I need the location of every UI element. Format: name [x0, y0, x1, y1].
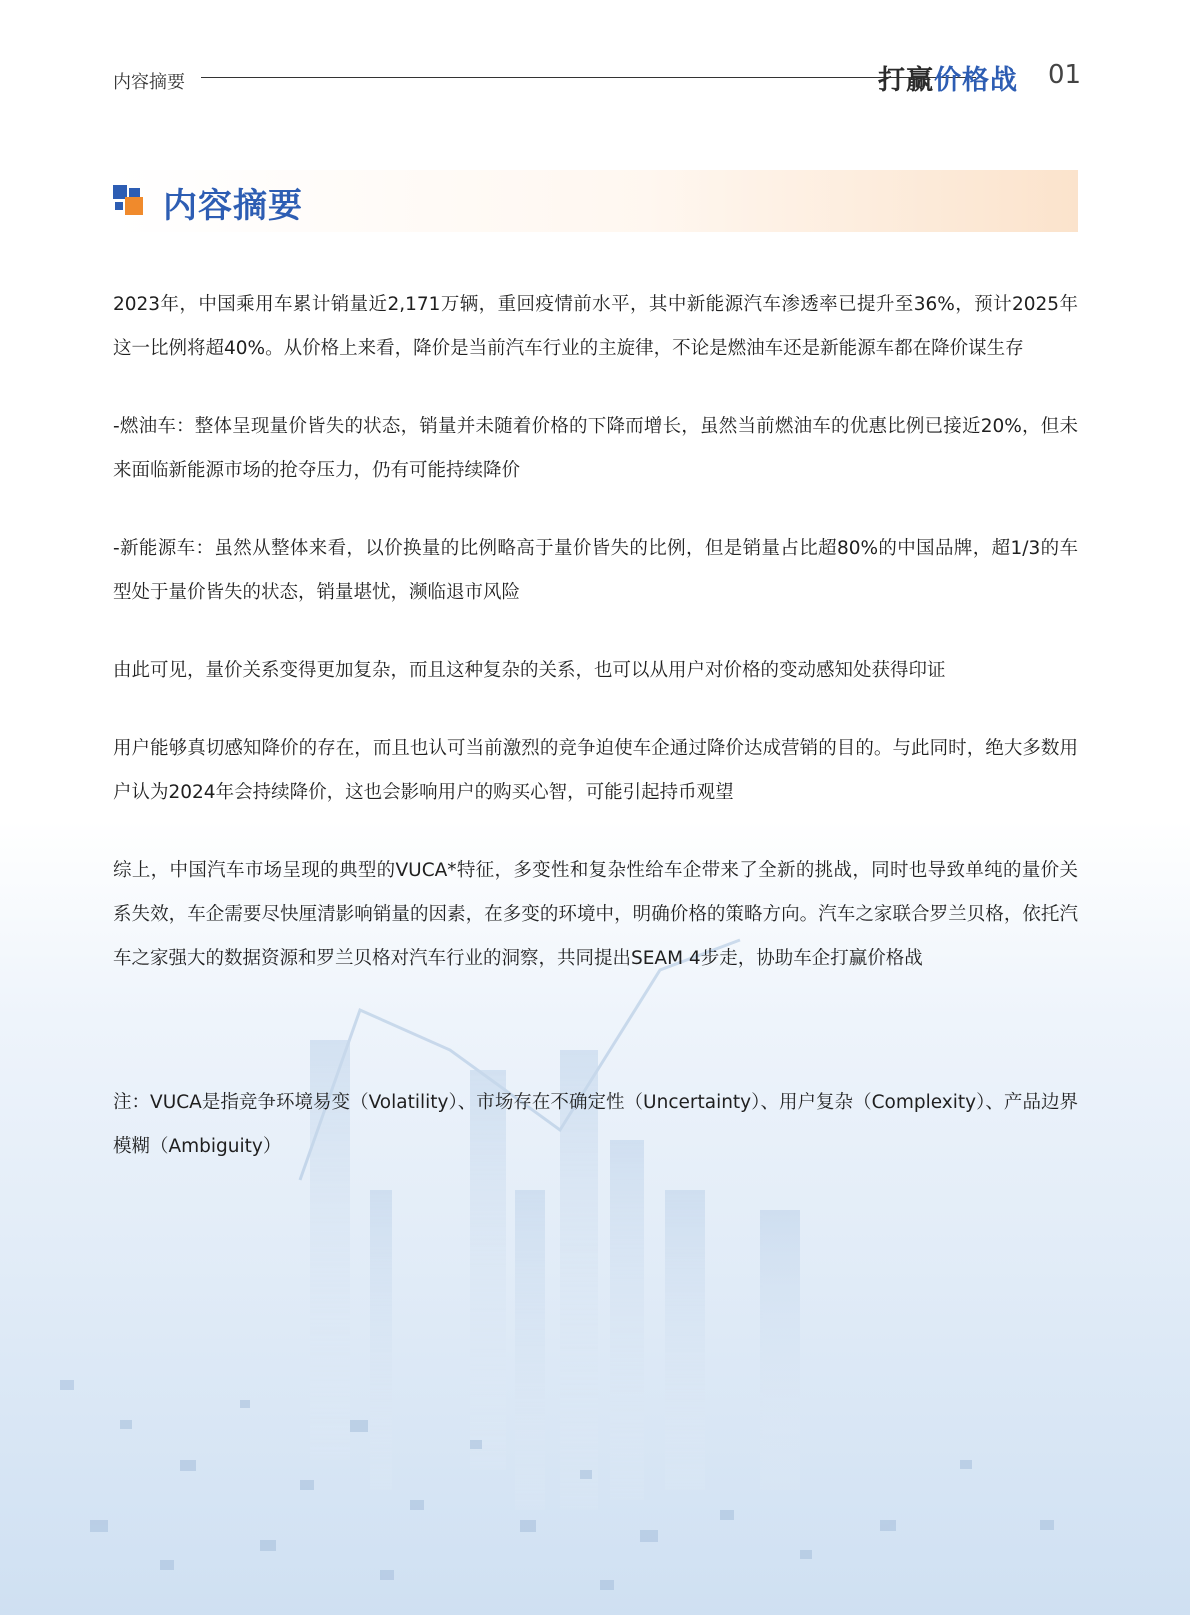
- summary-paragraph: -燃油车：整体呈现量价皆失的状态，销量并未随着价格的下降而增长，虽然当前燃油车的优惠比例已接近20%，但未来面临新能源市场的抢夺压力，仍有可能持续降价: [113, 416, 1078, 481]
- summary-paragraph: 由此可见，量价关系变得更加复杂，而且这种复杂的关系，也可以从用户对价格的变动感知处获得印证: [113, 660, 946, 681]
- summary-content: [113, 283, 1078, 1203]
- header-section-label: 内容摘要: [113, 72, 185, 93]
- footnote: 注：VUCA是指竞争环境易变（Volatility）、市场存在不确定性（Uncertainty）、用户复杂（Complexity）、产品边界模糊（Ambiguity）: [113, 1092, 1078, 1157]
- summary-paragraph: 综上，中国汽车市场呈现的典型的VUCA*特征，多变性和复杂性给车企带来了全新的挑战，同时也导致单纯的量价关系失效，车企需要尽快厘清影响销量的因素，在多变的环境中，明确价格的策略方向。汽车之家联合罗兰贝格，依托汽车之家强大的数据资源和罗兰贝格对汽车行业的洞察，共同提出SEAM 4步走，协助车企打赢价格战: [113, 860, 1078, 969]
- section-title-band: [113, 170, 1078, 232]
- page-header: [113, 58, 1082, 98]
- header-rule: [201, 77, 976, 78]
- report-title-dark: 打赢: [878, 65, 934, 96]
- page-number: 01: [1048, 60, 1082, 90]
- section-title: 内容摘要: [163, 186, 303, 226]
- header-report-title: [878, 58, 1018, 97]
- summary-paragraph: 2023年，中国乘用车累计销量近2,171万辆，重回疫情前水平，其中新能源汽车渗透率已提升至36%，预计2025年这一比例将超40%。从价格上来看，降价是当前汽车行业的主旋律，不论是燃油车还是新能源车都在降价谋生存: [113, 294, 1078, 359]
- summary-paragraph: 用户能够真切感知降价的存在，而且也认可当前激烈的竞争迫使车企通过降价达成营销的目的。与此同时，绝大多数用户认为2024年会持续降价，这也会影响用户的购买心智，可能引起持币观望: [113, 738, 1078, 803]
- summary-paragraph: -新能源车：虽然从整体来看，以价换量的比例略高于量价皆失的比例，但是销量占比超80%的中国品牌，超1/3的车型处于量价皆失的状态，销量堪忧，濒临退市风险: [113, 538, 1078, 603]
- report-title-blue: 价格战: [934, 65, 1018, 96]
- squares-logo-icon: [113, 185, 145, 217]
